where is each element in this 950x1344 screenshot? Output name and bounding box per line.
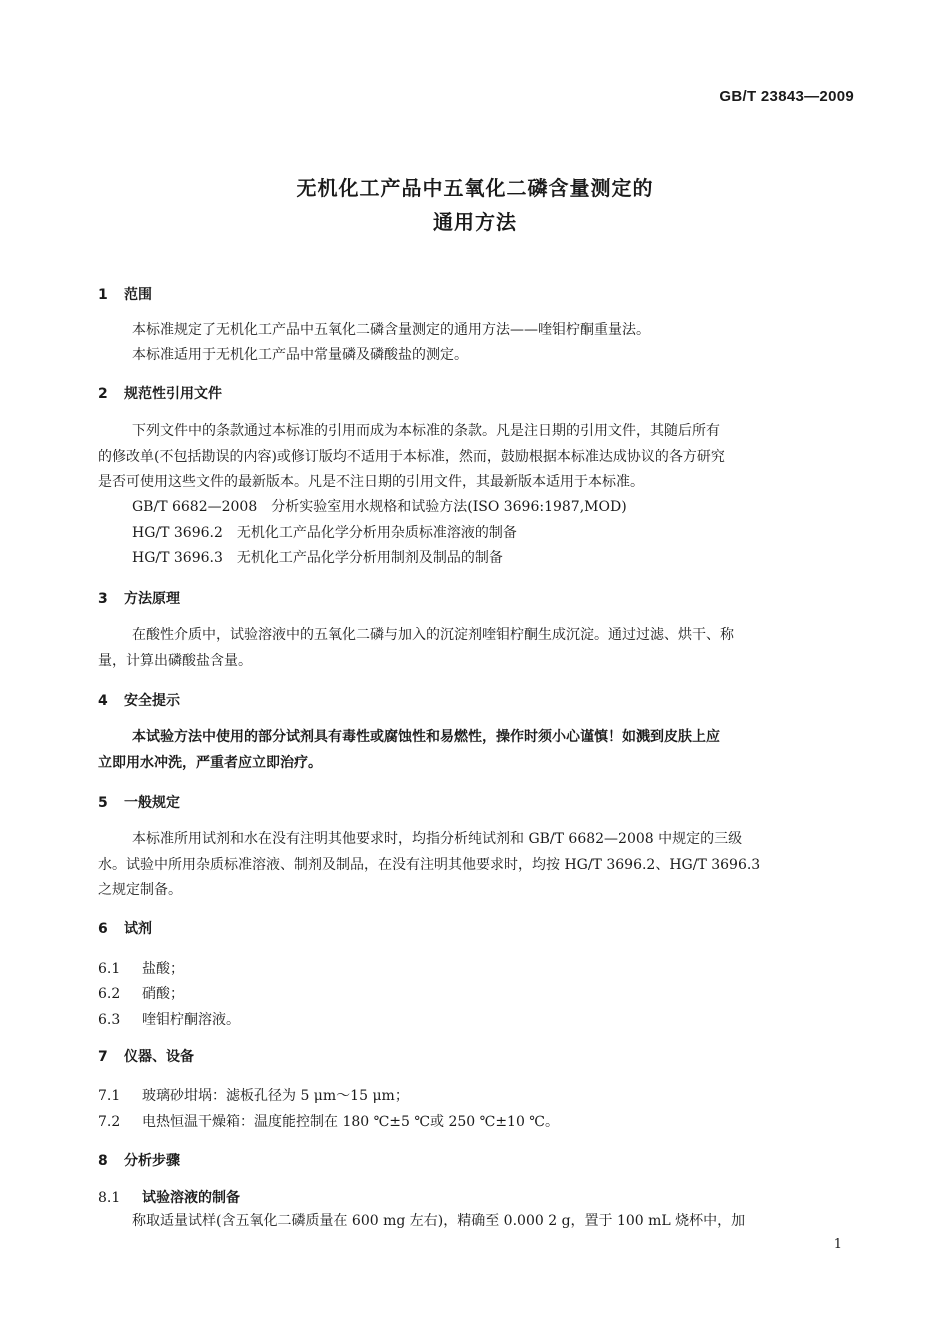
item-number: 6.2 <box>98 986 121 1002</box>
section-6-heading <box>98 918 152 938</box>
reference-item: HG/T 3696.3 无机化工产品化学分析用制剂及制品的制备 <box>132 550 503 566</box>
reference-item: GB/T 6682—2008 分析实验室用水规格和试验方法(ISO 3696:1987,MOD) <box>132 499 627 515</box>
reference-item: HG/T 3696.2 无机化工产品化学分析用杂质标准溶液的制备 <box>132 525 517 541</box>
item-number: 8.1 <box>98 1190 121 1206</box>
document-title-line2: 通用方法 <box>433 210 517 234</box>
reagent-item <box>98 958 184 978</box>
subsection-title: 试验溶液的制备 <box>142 1190 240 1206</box>
section-number: 6 <box>98 921 108 937</box>
item-number: 6.3 <box>98 1012 121 1028</box>
item-text: 盐酸； <box>142 961 184 977</box>
section-number: 4 <box>98 693 108 709</box>
section-title: 规范性引用文件 <box>124 386 222 402</box>
section-5-line-1: 本标准所用试剂和水在没有注明其他要求时，均指分析纯试剂和 GB/T 6682—2008 中规定的三级 <box>132 831 743 847</box>
section-number: 3 <box>98 591 108 607</box>
section-number: 2 <box>98 386 108 402</box>
equipment-item <box>98 1111 559 1131</box>
section-2-heading <box>98 383 222 403</box>
section-8-heading <box>98 1150 180 1170</box>
section-4-heading <box>98 690 180 710</box>
section-3-heading <box>98 588 180 608</box>
page-number: 1 <box>833 1237 842 1252</box>
section-title: 试剂 <box>124 921 152 937</box>
section-title: 分析步骤 <box>124 1153 180 1169</box>
section-number: 5 <box>98 795 108 811</box>
section-1-heading <box>98 284 152 304</box>
section-title: 范围 <box>124 287 152 303</box>
standard-code: GB/T 23843—2009 <box>719 88 854 105</box>
reagent-item <box>98 983 184 1003</box>
document-title-line1: 无机化工产品中五氧化二磷含量测定的 <box>296 176 654 200</box>
section-8-line-1: 称取适量试样(含五氧化二磷质量在 600 mg 左右)，精确至 0.000 2 g，置于 100 mL 烧杯中，加 <box>132 1213 746 1229</box>
section-title: 方法原理 <box>124 591 180 607</box>
section-1-paragraph-1: 本标准规定了无机化工产品中五氧化二磷含量测定的通用方法——喹钼柠酮重量法。 <box>132 322 650 338</box>
section-1-paragraph-2: 本标准适用于无机化工产品中常量磷及磷酸盐的测定。 <box>132 347 468 363</box>
item-number: 7.2 <box>98 1114 121 1130</box>
item-text: 电热恒温干燥箱：温度能控制在 180 ℃±5 ℃或 250 ℃±10 ℃。 <box>142 1114 559 1130</box>
section-3-line-2: 量，计算出磷酸盐含量。 <box>98 653 252 669</box>
section-number: 1 <box>98 287 108 303</box>
item-text: 玻璃砂坩埚：滤板孔径为 5 μm～15 μm； <box>142 1088 409 1104</box>
section-2-line-1: 下列文件中的条款通过本标准的引用而成为本标准的条款。凡是注日期的引用文件，其随后所有 <box>132 423 720 439</box>
section-title: 安全提示 <box>124 693 180 709</box>
section-2-line-2: 的修改单(不包括勘误的内容)或修订版均不适用于本标准，然而，鼓励根据本标准达成协议的各方研究 <box>98 449 725 465</box>
section-title: 仪器、设备 <box>124 1049 194 1065</box>
section-7-heading <box>98 1046 194 1066</box>
item-number: 6.1 <box>98 961 121 977</box>
equipment-item <box>98 1085 409 1105</box>
section-3-line-1: 在酸性介质中，试验溶液中的五氧化二磷与加入的沉淀剂喹钼柠酮生成沉淀。通过过滤、烘干、称 <box>132 627 734 643</box>
section-5-line-3: 之规定制备。 <box>98 882 182 898</box>
reagent-item <box>98 1009 240 1029</box>
safety-warning-line-2: 立即用水冲洗，严重者应立即治疗。 <box>98 755 322 771</box>
safety-warning-line-1: 本试验方法中使用的部分试剂具有毒性或腐蚀性和易燃性，操作时须小心谨慎！如溅到皮肤上应 <box>132 729 720 745</box>
item-number: 7.1 <box>98 1088 121 1104</box>
item-text: 喹钼柠酮溶液。 <box>142 1012 240 1028</box>
section-title: 一般规定 <box>124 795 180 811</box>
section-number: 8 <box>98 1153 108 1169</box>
section-5-line-2: 水。试验中所用杂质标准溶液、制剂及制品，在没有注明其他要求时，均按 HG/T 3696.2、HG/T 3696.3 <box>98 857 761 873</box>
section-5-heading <box>98 792 180 812</box>
subsection-8-1-heading <box>98 1187 240 1207</box>
section-2-line-3: 是否可使用这些文件的最新版本。凡是不注日期的引用文件，其最新版本适用于本标准。 <box>98 474 644 490</box>
section-number: 7 <box>98 1049 108 1065</box>
item-text: 硝酸； <box>142 986 184 1002</box>
